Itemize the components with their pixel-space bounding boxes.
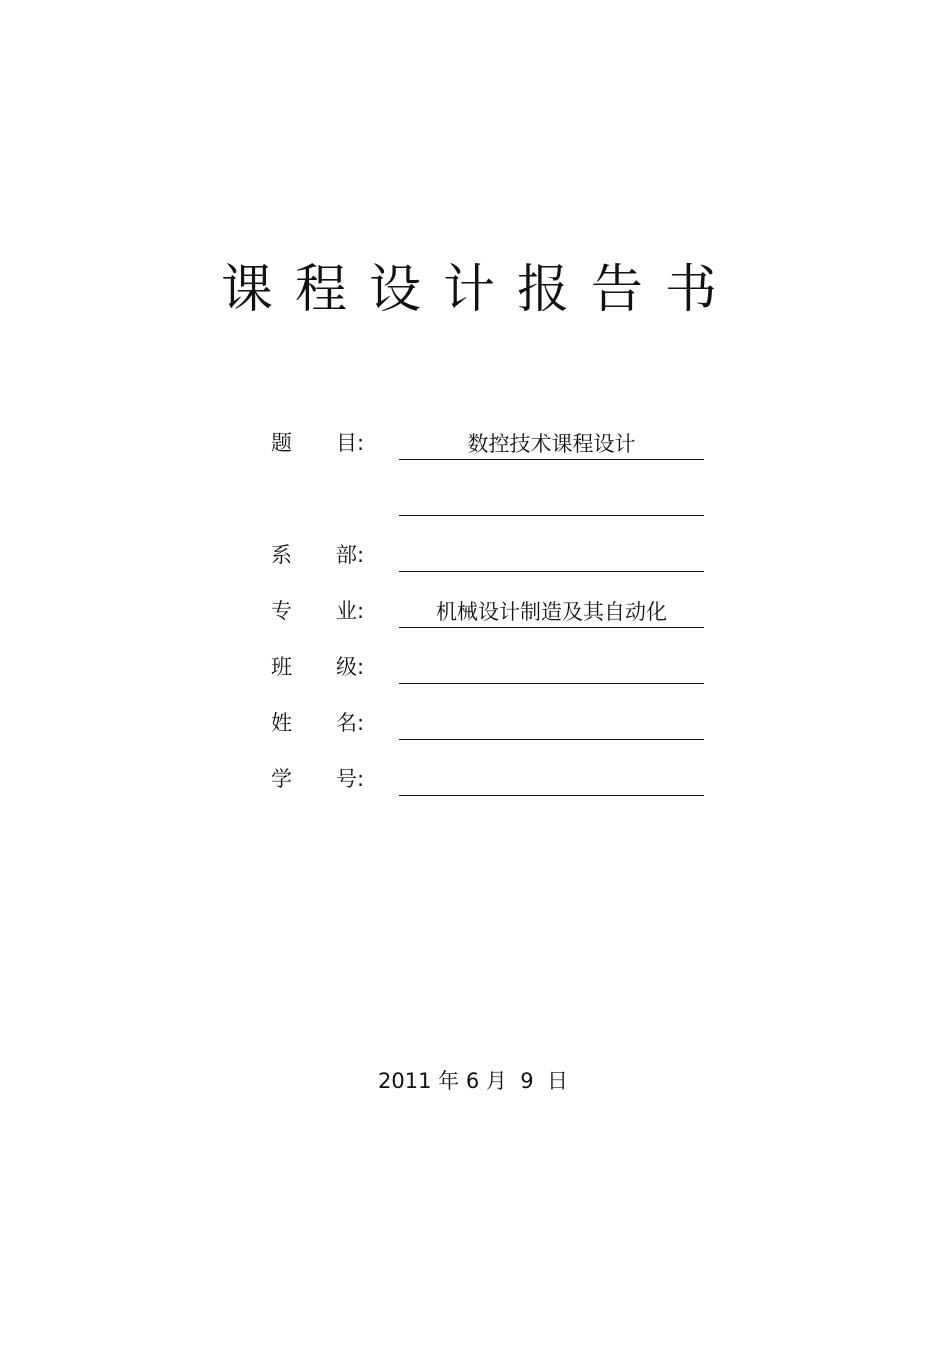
field-label-second: 号 bbox=[336, 767, 357, 791]
field-colon: : bbox=[357, 711, 365, 735]
field-label-first: 题 bbox=[271, 431, 292, 455]
field-underline bbox=[399, 795, 704, 796]
field-value: 数控技术课程设计 bbox=[467, 432, 636, 456]
field-underline bbox=[399, 515, 704, 516]
field-label-second: 名 bbox=[336, 711, 357, 735]
field-underline bbox=[399, 627, 704, 628]
field-row-student-number bbox=[0, 764, 950, 800]
field-label-second: 业 bbox=[336, 599, 357, 623]
field-colon: : bbox=[357, 543, 365, 567]
field-underline bbox=[399, 571, 704, 572]
field-colon: : bbox=[357, 431, 365, 455]
field-label-second: 级 bbox=[336, 655, 357, 679]
field-underline bbox=[399, 459, 704, 460]
field-colon: : bbox=[357, 655, 365, 679]
field-label-first: 班 bbox=[271, 655, 292, 679]
field-row-class bbox=[0, 652, 950, 688]
field-row-department bbox=[0, 540, 950, 576]
report-title: 课程设计报告书 bbox=[220, 260, 739, 320]
field-row-name bbox=[0, 708, 950, 744]
report-date: 2011 年 6 月 9 日 bbox=[378, 1069, 568, 1093]
field-row-major bbox=[0, 596, 950, 632]
field-colon: : bbox=[357, 599, 365, 623]
field-label-second: 目 bbox=[336, 431, 357, 455]
field-label-first: 学 bbox=[271, 767, 292, 791]
field-row-title bbox=[0, 428, 950, 464]
field-colon: : bbox=[357, 767, 365, 791]
field-value: 机械设计制造及其自动化 bbox=[436, 600, 667, 624]
field-label-first: 系 bbox=[271, 543, 292, 567]
field-row-title-continued bbox=[0, 484, 950, 520]
field-label-first: 专 bbox=[271, 599, 292, 623]
field-label-second: 部 bbox=[336, 543, 357, 567]
field-underline bbox=[399, 683, 704, 684]
field-underline bbox=[399, 739, 704, 740]
field-label-first: 姓 bbox=[271, 711, 292, 735]
